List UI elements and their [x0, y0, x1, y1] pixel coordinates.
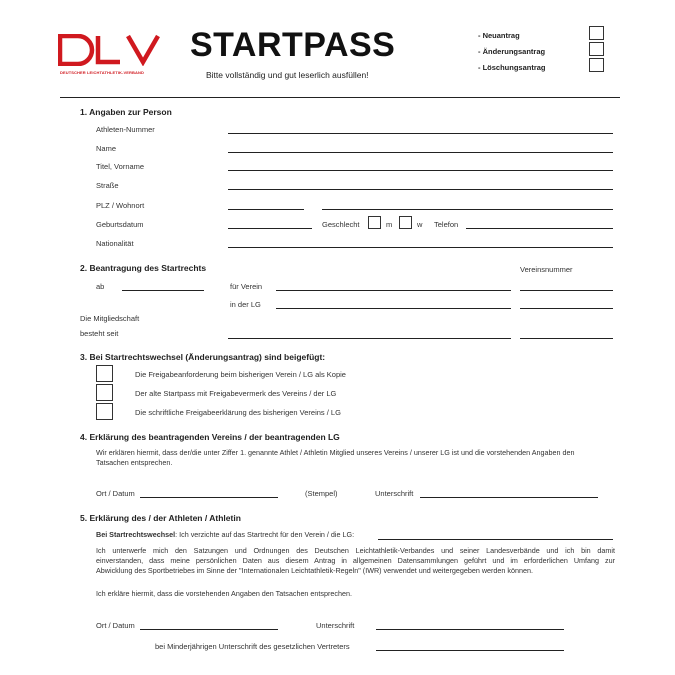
label-stamp: (Stempel)	[305, 489, 338, 498]
attachment-checkbox-1[interactable]	[96, 365, 113, 382]
checkbox-neuantrag[interactable]	[589, 26, 604, 40]
label-club-signature: Unterschrift	[375, 489, 414, 498]
section3-heading: 3. Bei Startrechtswechsel (Änderungsantrag) sind beigefügt:	[80, 352, 326, 362]
club-declaration-line-2: Tatsachen entsprechen.	[96, 458, 173, 467]
consent-line-3: Abwicklung des Sportbetriebes im Sinne der "Internationalen Leichtathletik-Regeln" (IWR) verwendet und weitergegeben werden können.	[96, 566, 534, 575]
club-number-field[interactable]	[520, 290, 613, 291]
label-athlete-number: Athleten-Nummer	[96, 125, 155, 134]
consent-line-2: einverstanden, dass meine persönlichen Daten aus diesem Antrag in allgemeinen Datensammlungen geführt und im erforderlichen Umfang zur	[96, 556, 615, 565]
option-neuantrag: - Neuantrag	[478, 31, 520, 40]
dlv-logo	[58, 34, 166, 66]
street-field[interactable]	[228, 189, 613, 190]
waiver-bold-label: Bei Startrechtswechsel	[96, 530, 176, 539]
label-club-number: Vereinsnummer	[520, 265, 573, 274]
label-zip-city: PLZ / Wohnort	[96, 201, 145, 210]
label-for-club: für Verein	[230, 282, 263, 291]
label-gender: Geschlecht	[322, 220, 360, 229]
label-title-firstname: Titel, Vorname	[96, 162, 145, 171]
label-membership: Die Mitgliedschaft	[80, 314, 140, 323]
label-guardian-signature: bei Minderjährigen Unterschrift des gesetzlichen Vertreters	[155, 642, 350, 651]
label-nationality: Nationalität	[96, 239, 134, 248]
checkbox-aenderungsantrag[interactable]	[589, 42, 604, 56]
athlete-number-field[interactable]	[228, 133, 613, 134]
name-field[interactable]	[228, 152, 613, 153]
membership-since-field[interactable]	[228, 338, 511, 339]
logo-subtitle: DEUTSCHER LEICHTATHLETIK-VERBAND	[60, 70, 144, 75]
consent-line-1: Ich unterwerfe mich den Satzungen und Ordnungen des Deutschen Leichtathletik-Verbandes und seiner Landesverbände und ich bin damit	[96, 546, 615, 555]
zip-field[interactable]	[228, 209, 304, 210]
page-subtitle: Bitte vollständig und gut leserlich ausfüllen!	[206, 70, 369, 80]
phone-field[interactable]	[466, 228, 613, 229]
gender-m-checkbox[interactable]	[368, 216, 381, 229]
label-phone: Telefon	[434, 220, 459, 229]
label-name: Name	[96, 144, 117, 153]
club-declaration-line-1: Wir erklären hiermit, dass der/die unter Ziffer 1. genannte Athlet / Athletin Mitglied unseres Vereins / unserer LG ist und die vorstehenden Angaben den	[96, 448, 575, 457]
lg-name-field[interactable]	[276, 308, 511, 309]
birthdate-field[interactable]	[228, 228, 312, 229]
waiver-club-field[interactable]	[378, 539, 613, 540]
attachment-label-1: Die Freigabeanforderung beim bisherigen Verein / LG als Kopie	[135, 370, 346, 379]
club-signature-field[interactable]	[420, 497, 598, 498]
attachment-label-2: Der alte Startpass mit Freigabevermerk des Vereins / der LG	[135, 389, 337, 398]
section5-heading: 5. Erklärung des / der Athleten / Athletin	[80, 513, 241, 523]
label-street: Straße	[96, 181, 119, 190]
athlete-place-date-field[interactable]	[140, 629, 278, 630]
option-aenderungsantrag: - Änderungsantrag	[478, 47, 546, 56]
club-place-date-field[interactable]	[140, 497, 278, 498]
checkbox-loeschungsantrag[interactable]	[589, 58, 604, 72]
section4-heading: 4. Erklärung des beantragenden Vereins / der beantragenden LG	[80, 432, 340, 442]
guardian-signature-field[interactable]	[376, 650, 564, 651]
label-athlete-signature: Unterschrift	[316, 621, 355, 630]
gender-w-checkbox[interactable]	[399, 216, 412, 229]
attachment-label-3: Die schriftliche Freigabeerklärung des bisherigen Vereins / LG	[135, 408, 341, 417]
label-gender-m: m	[386, 220, 393, 229]
section2-heading: 2. Beantragung des Startrechts	[80, 263, 207, 273]
label-gender-w: w	[417, 220, 423, 229]
label-membership-since: besteht seit	[80, 329, 119, 338]
header-divider	[60, 97, 620, 98]
label-from: ab	[96, 282, 105, 291]
option-loeschungsantrag: - Löschungsantrag	[478, 63, 546, 72]
nationality-field[interactable]	[228, 247, 613, 248]
page-title: STARTPASS	[190, 26, 396, 64]
waiver-text: : Ich verzichte auf das Startrecht für den Verein / die LG:	[175, 530, 355, 539]
attachment-checkbox-3[interactable]	[96, 403, 113, 420]
membership-number-field[interactable]	[520, 338, 613, 339]
city-field[interactable]	[322, 209, 613, 210]
label-athlete-place-date: Ort / Datum	[96, 621, 135, 630]
confirmation-text: Ich erkläre hiermit, dass die vorstehenden Angaben den Tatsachen entsprechen.	[96, 589, 352, 598]
lg-number-field[interactable]	[520, 308, 613, 309]
title-firstname-field[interactable]	[228, 170, 613, 171]
athlete-signature-field[interactable]	[376, 629, 564, 630]
label-in-lg: in der LG	[230, 300, 261, 309]
club-name-field[interactable]	[276, 290, 511, 291]
label-birthdate: Geburtsdatum	[96, 220, 144, 229]
label-club-place-date: Ort / Datum	[96, 489, 135, 498]
from-date-field[interactable]	[122, 290, 204, 291]
section1-heading: 1. Angaben zur Person	[80, 107, 172, 117]
attachment-checkbox-2[interactable]	[96, 384, 113, 401]
waiver-line	[96, 530, 354, 539]
